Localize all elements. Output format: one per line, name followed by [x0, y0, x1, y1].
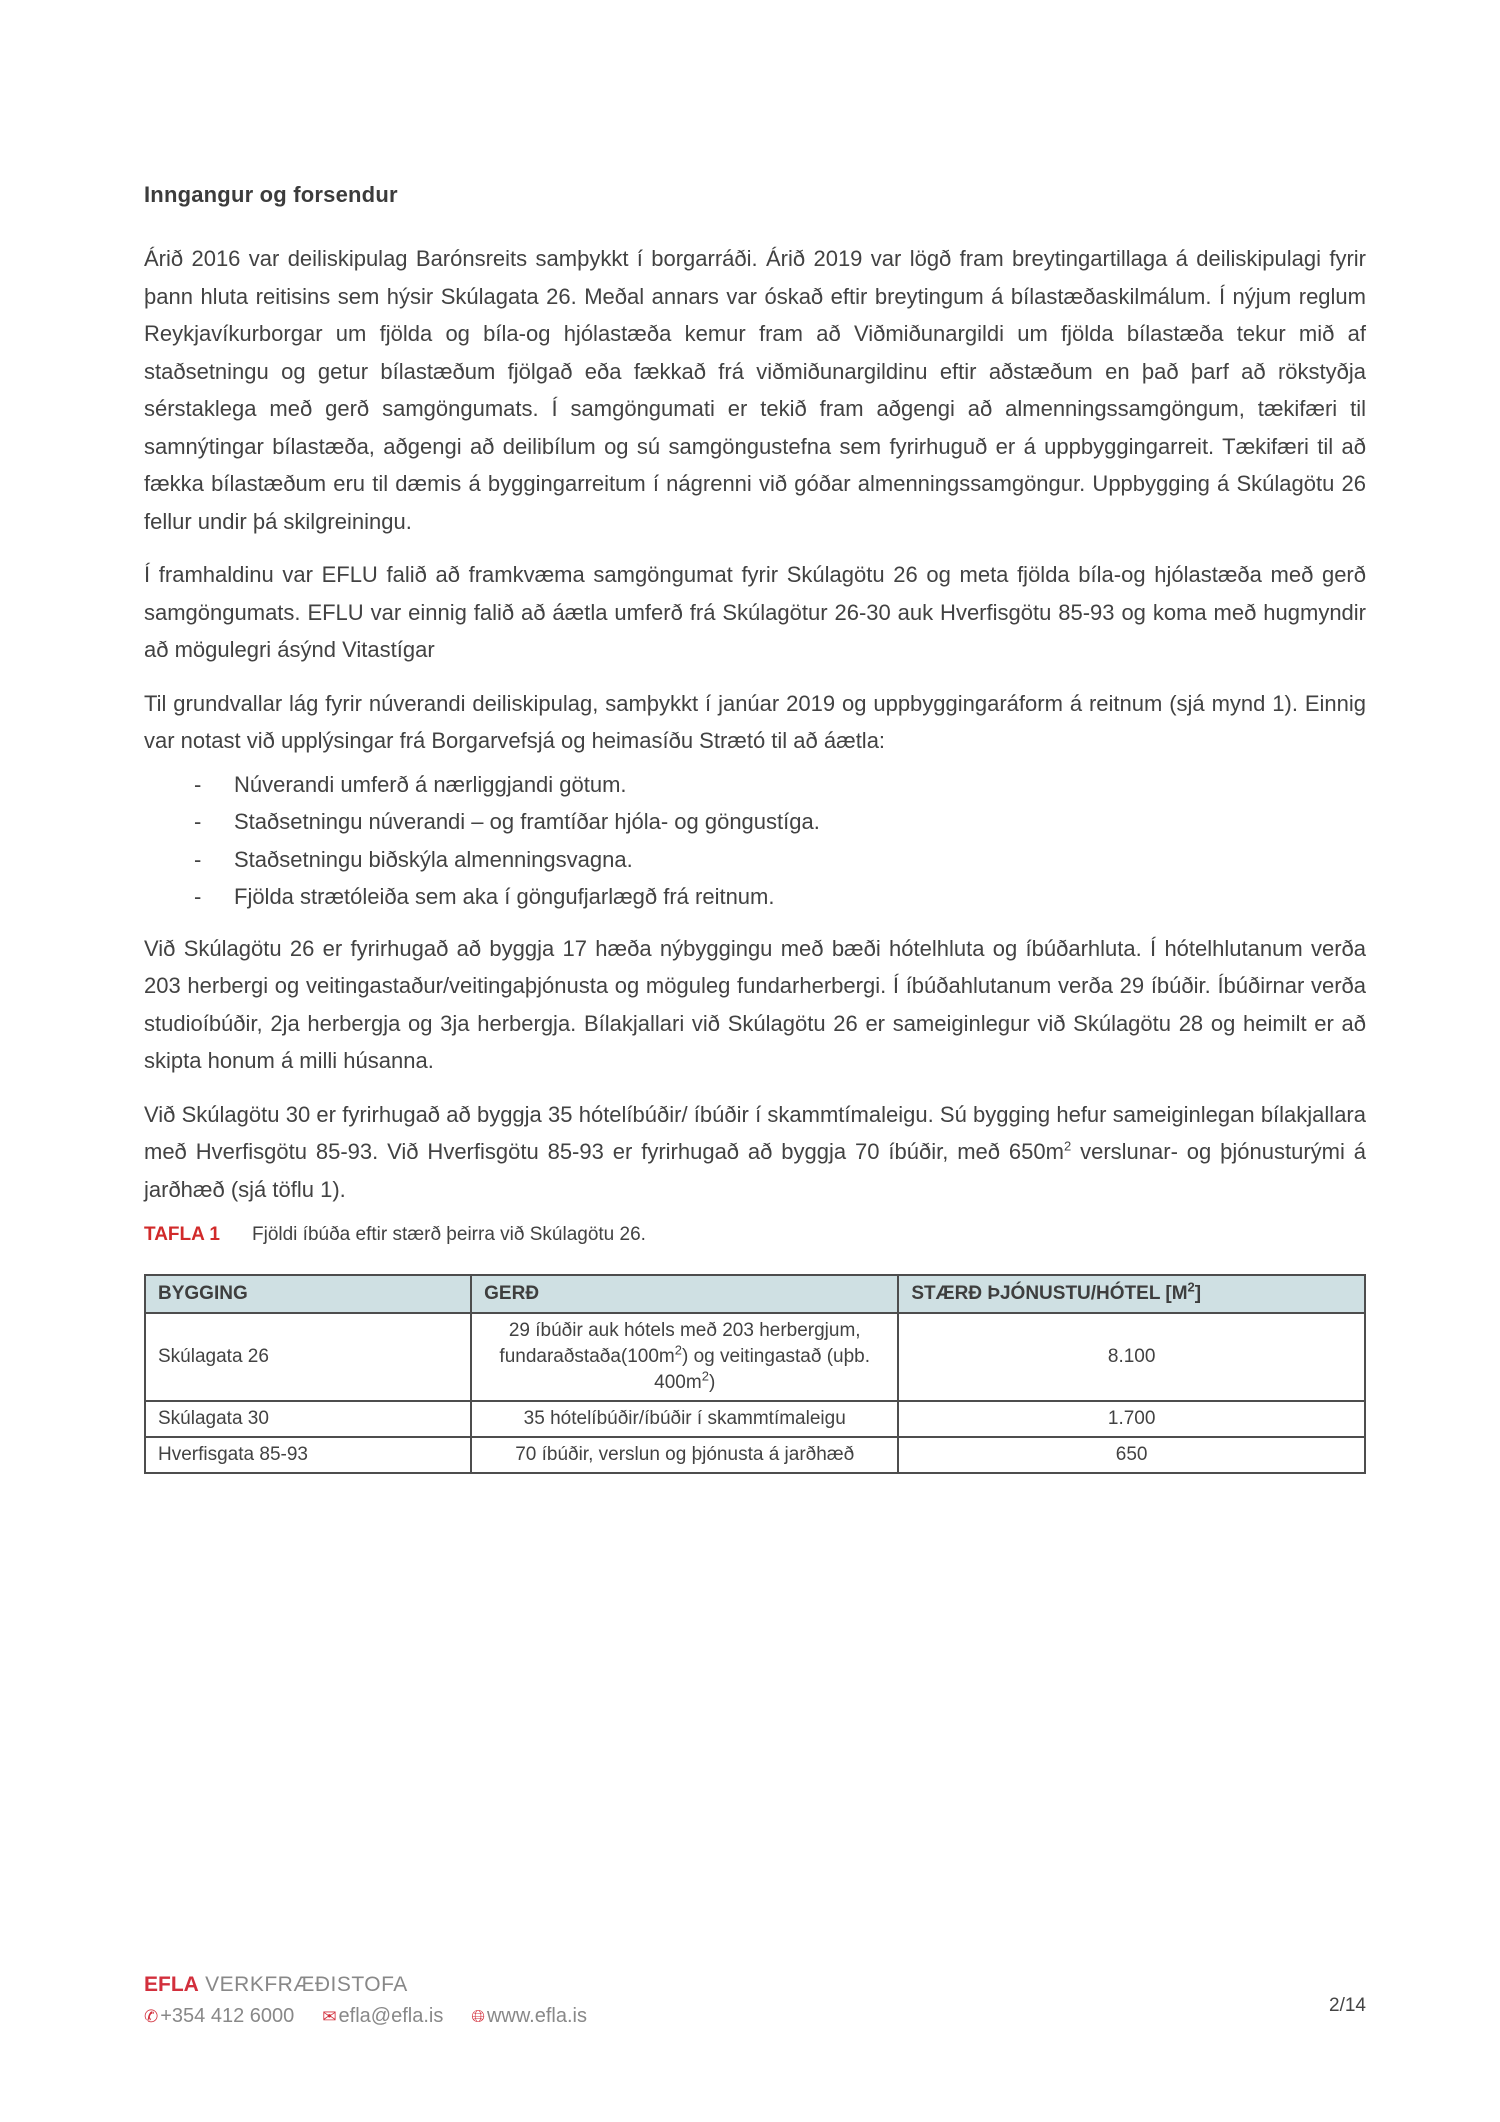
envelope-icon: ✉: [322, 2006, 337, 2026]
cell-building: Skúlagata 26: [145, 1313, 471, 1401]
table-caption: [144, 1224, 1366, 1246]
paragraph-basis: Til grundvallar lág fyrir núverandi deiliskipulag, samþykkt í janúar 2019 og uppbyggingaráform á reitnum (sjá mynd 1). Einnig var notast við upplýsingar frá Borgarvefsjá og heimasíðu Strætó til að áætla:: [144, 690, 1366, 753]
page-number: 2/14: [1329, 1995, 1366, 2016]
phone-contact: ✆ +354 412 6000: [144, 2005, 295, 2027]
bullet-list: [144, 766, 1366, 916]
cell-size: 1.700: [898, 1401, 1365, 1437]
header-staerd: STÆRÐ ÞJÓNUSTU/HÓTEL $[M^2]$: [898, 1275, 1365, 1313]
cell-size: 650: [898, 1437, 1365, 1473]
globe-icon: 🌐︎: [471, 2006, 485, 2026]
table-row: [145, 1437, 1365, 1473]
table-header-row: [145, 1275, 1365, 1313]
page-content: [144, 182, 1366, 1474]
list-item: - Staðsetningu núverandi – og framtíðar hjóla- og göngustíga.: [194, 809, 820, 834]
list-item: - Staðsetningu biðskýla almenningsvagna.: [194, 846, 633, 872]
list-item: - Fjölda strætóleiða sem aka í göngufjarlægð frá reitnum.: [194, 884, 775, 909]
website-contact[interactable]: 🌐︎ www.efla.is: [471, 2005, 587, 2027]
table-row: [145, 1401, 1365, 1437]
paragraph-intro: Árið 2016 var deiliskipulag Barónsreits samþykkt í borgarráði. Árið 2019 var lögð fram breytingartillaga á deiliskipulagi fyrir þann hluta reitisins sem hýsir Skúlagata 26. Meðal annars var óskað eftir breytingum á bílastæðaskilmálum. Í nýjum reglum Reykjavíkurborgar um fjölda og bíla-og hjólastæða kemur fram að Viðmiðunargildi um fjölda bílastæða tekur mið af staðsetningu og getur bílastæðum fjölgað eða fækkað frá viðmiðunargildinu eftir aðstæðum en það þarf að rökstyðja sérstaklega með gerð samgöngumats. Í samgöngumati er tekið fram aðgengi að almenningssamgöngum, tækifæri til samnýtingar bílastæða, aðgengi að deilibílum og sú samgöngustefna sem fyrirhuguð er á uppbyggingarreit. Tækifæri til að fækka bílastæðum eru til dæmis á byggingarreitum í nágrenni við góðar almenningssamgöngur. Uppbygging á Skúlagötu 26 fellur undir þá skilgreiningu.: [144, 246, 1366, 534]
company-logo: EFLA VERKFRÆÐISTOFA: [144, 1973, 408, 1996]
page-footer: [144, 1973, 1366, 2028]
cell-building: Hverfisgata 85-93: [145, 1437, 471, 1473]
cell-type: 70 íbúðir, verslun og þjónusta á jarðhæð: [471, 1437, 898, 1473]
contact-info: [144, 2005, 1366, 2028]
cell-size: 8.100: [898, 1313, 1365, 1401]
table-caption-text: Fjöldi íbúða eftir stærð þeirra við Skúlagötu 26.: [252, 1224, 646, 1245]
cell-type: 35 hótelíbúðir/íbúðir í skammtímaleigu: [471, 1401, 898, 1437]
cell-building: Skúlagata 30: [145, 1401, 471, 1437]
table-caption-label: TAFLA 1: [144, 1224, 220, 1245]
paragraph-skulagata-30: Við Skúlagötu 30 er fyrirhugað að byggja 35 hótelíbúðir/ íbúðir í skammtímaleigu. Sú bygging hefur sameiginlegan bílakjallara með Hverfisgötu 85-93. Við Hverfisgötu 85-93 er fyrirhugað að byggja 70 íbúðir, með $650m^2$ verslunar- og þjónusturými á jarðhæð (sjá töflu 1).: [144, 1101, 1366, 1202]
buildings-table: [144, 1274, 1366, 1474]
email-contact[interactable]: ✉ efla@efla.is: [322, 2005, 444, 2027]
paragraph-efla-task: Í framhaldinu var EFLU falið að framkvæma samgöngumat fyrir Skúlagötu 26 og meta fjölda bíla-og hjólastæða með gerð samgöngumats. EFLU var einnig falið að áætla umferð frá Skúlagötur 26-30 auk Hverfisgötu 85-93 og koma með hugmyndir að mögulegri ásýnd Vitastígar: [144, 562, 1366, 662]
cell-type: 29 íbúðir auk hótels með 203 herbergjum, $fundaraðstaða(100m^2)$ og veitingastað (uþb. $400m^2$): [471, 1313, 898, 1401]
section-heading: Inngangur og forsendur: [144, 182, 398, 207]
header-gerd: GERÐ: [471, 1275, 898, 1313]
table-row: [145, 1313, 1365, 1401]
header-bygging: BYGGING: [145, 1275, 471, 1313]
paragraph-skulagata-26: Við Skúlagötu 26 er fyrirhugað að byggja 17 hæða nýbyggingu með bæði hótelhluta og íbúðarhluta. Í hótelhlutanum verða 203 herbergi og veitingastaður/veitingaþjónusta og möguleg fundarherbergi. Í íbúðahlutanum verða 29 íbúðir. Íbúðirnar verða studioíbúðir, 2ja herbergja og 3ja herbergja. Bílakjallari við Skúlagötu 26 er sameiginlegur við Skúlagötu 28 og heimilt er að skipta honum á milli húsanna.: [144, 935, 1366, 1073]
list-item: - Núverandi umferð á nærliggjandi götum.: [194, 771, 627, 797]
phone-icon: ✆: [144, 2006, 159, 2026]
